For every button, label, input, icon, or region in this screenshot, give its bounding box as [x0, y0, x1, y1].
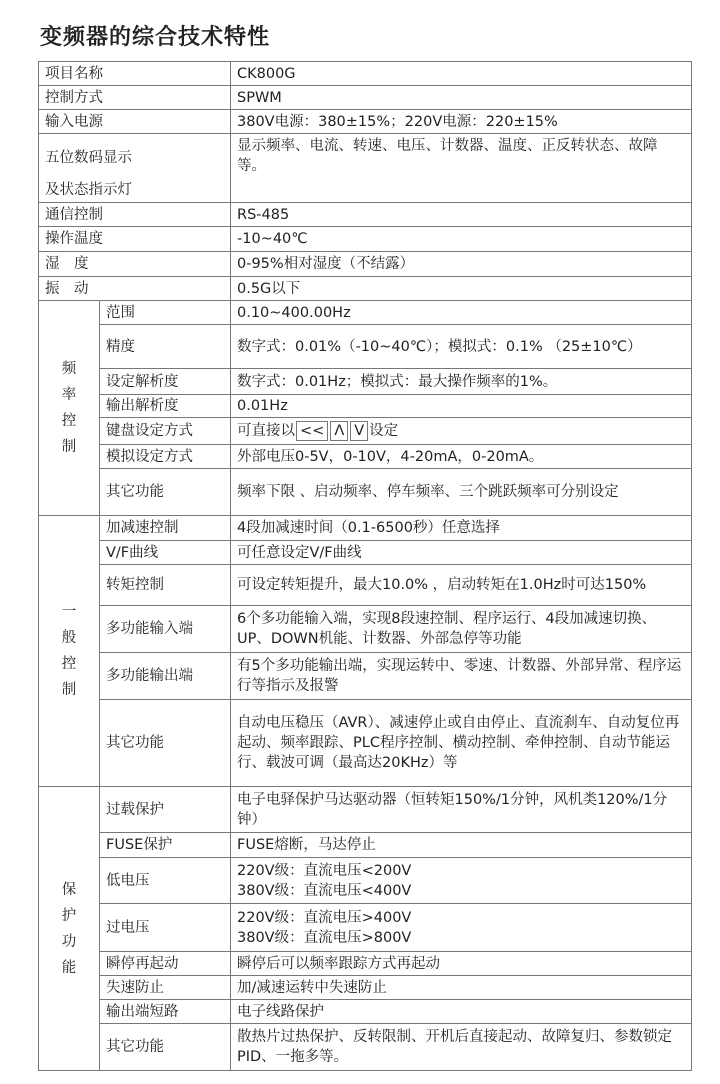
table-row	[39, 227, 692, 252]
item-value: 电子电驿保护马达驱动器（恒转矩150%/1分钟，风机类120%/1分钟）	[231, 787, 692, 833]
row-value: 显示频率、电流、转速、电压、计数器、温度、正反转状态、故障等。	[231, 134, 692, 203]
item-label: 失速防止	[100, 976, 231, 1000]
row-label: 输入电源	[39, 110, 231, 134]
table-row	[39, 445, 692, 469]
item-label: 输出端短路	[100, 1000, 231, 1024]
row-value: SPWM	[231, 86, 692, 110]
group-cell-protect	[39, 787, 100, 1071]
item-label: 瞬停再起动	[100, 952, 231, 976]
item-label: 设定解析度	[100, 369, 231, 395]
item-label: 其它功能	[100, 469, 231, 516]
item-value: 自动电压稳压（AVR）、减速停止或自由停止、直流刹车、自动复位再起动、频率跟踪、PLC程序控制、横动控制、牵伸控制、自动节能运行、载波可调（最高达20KHz）等	[231, 700, 692, 787]
table-row	[39, 395, 692, 418]
value-line: 220V级：直流电压>400V	[237, 909, 412, 926]
group-cell-general	[39, 516, 100, 787]
table-row	[39, 976, 692, 1000]
item-label: 精度	[100, 325, 231, 369]
item-value: 可设定转矩提升，最大10.0% ，启动转矩在1.0Hz时可达150%	[231, 565, 692, 606]
table-row	[39, 369, 692, 395]
item-value: 6个多功能输入端，实现8段速控制、程序运行、4段加减速切换、UP、DOWN机能、计数器、外部急停等功能	[231, 606, 692, 653]
item-label: 过电压	[100, 904, 231, 952]
table-row	[39, 1000, 692, 1024]
item-label: V/F曲线	[100, 541, 231, 565]
table-row	[39, 418, 692, 445]
table-row	[39, 62, 692, 86]
row-value: 0-95%相对湿度（不结露）	[231, 252, 692, 277]
table-row	[39, 325, 692, 369]
table-row	[39, 565, 692, 606]
item-label: 低电压	[100, 858, 231, 904]
keypad-key-icon: <<	[296, 421, 328, 441]
item-label: 过载保护	[100, 787, 231, 833]
value-line: 380V级：直流电压>800V	[237, 929, 412, 946]
keypad-key-icon: Λ	[330, 421, 348, 441]
item-value	[231, 858, 692, 904]
row-label-line1: 五位数码显示	[45, 150, 132, 166]
table-row	[39, 110, 692, 134]
item-value: 4段加减速时间（0.1-6500秒）任意选择	[231, 516, 692, 541]
page-title: 变频器的综合技术特性	[40, 25, 271, 50]
item-label: 键盘设定方式	[100, 418, 231, 445]
item-label: 转矩控制	[100, 565, 231, 606]
item-label: FUSE保护	[100, 833, 231, 858]
table-row	[39, 904, 692, 952]
row-label: 通信控制	[39, 203, 231, 227]
table-row	[39, 252, 692, 277]
item-value: 频率下限 、启动频率、停车频率、三个跳跃频率可分别设定	[231, 469, 692, 516]
item-value	[231, 418, 692, 445]
row-value: -10~40℃	[231, 227, 692, 252]
value-line: 220V级：直流电压<200V	[237, 862, 412, 879]
item-value: 0.01Hz	[231, 395, 692, 418]
table-row	[39, 833, 692, 858]
table-row	[39, 541, 692, 565]
table-row	[39, 134, 692, 203]
item-label: 加减速控制	[100, 516, 231, 541]
value-line: 380V级：直流电压<400V	[237, 882, 412, 899]
group-cell-freq	[39, 301, 100, 516]
item-value: 外部电压0-5V，0-10V，4-20mA，0-20mA。	[231, 445, 692, 469]
item-value: 有5个多功能输出端，实现运转中、零速、计数器、外部异常、程序运行等指示及报警	[231, 653, 692, 700]
item-label: 模拟设定方式	[100, 445, 231, 469]
row-label: 湿 度	[39, 252, 231, 277]
item-value: 瞬停后可以频率跟踪方式再起动	[231, 952, 692, 976]
table-row	[39, 700, 692, 787]
row-label	[39, 134, 231, 203]
item-value: 加/减速运转中失速防止	[231, 976, 692, 1000]
row-value: 380V电源：380±15%；220V电源：220±15%	[231, 110, 692, 134]
table-row	[39, 86, 692, 110]
keypad-suffix: 设定	[369, 423, 399, 439]
row-value: 0.5G以下	[231, 277, 692, 301]
item-label: 范围	[100, 301, 231, 325]
row-label: 操作温度	[39, 227, 231, 252]
row-label: 项目名称	[39, 62, 231, 86]
table-row	[39, 469, 692, 516]
item-value: FUSE熔断，马达停止	[231, 833, 692, 858]
item-label: 多功能输入端	[100, 606, 231, 653]
spec-table	[38, 61, 692, 1071]
item-value: 散热片过热保护、反转限制、开机后直接起动、故障复归、参数锁定PID、一拖多等。	[231, 1024, 692, 1071]
group-label-freq: 频率控制	[61, 361, 77, 455]
group-label-general: 一般控制	[61, 604, 77, 698]
item-value	[231, 904, 692, 952]
item-value: 可任意设定V/F曲线	[231, 541, 692, 565]
group-label-protect: 保护功能	[61, 881, 77, 976]
item-label: 其它功能	[100, 700, 231, 787]
item-label: 多功能输出端	[100, 653, 231, 700]
row-label-line2: 及状态指示灯	[45, 182, 132, 198]
item-value: 电子线路保护	[231, 1000, 692, 1024]
row-value: CK800G	[231, 62, 692, 86]
item-label: 输出解析度	[100, 395, 231, 418]
item-label: 其它功能	[100, 1024, 231, 1071]
table-row	[39, 1024, 692, 1071]
table-row	[39, 787, 692, 833]
table-row	[39, 203, 692, 227]
table-row	[39, 606, 692, 653]
item-value: 0.10~400.00Hz	[231, 301, 692, 325]
row-label: 控制方式	[39, 86, 231, 110]
row-value: RS-485	[231, 203, 692, 227]
table-row	[39, 277, 692, 301]
item-value: 数字式：0.01%（-10~40℃）；模拟式：0.1% （25±10℃）	[231, 325, 692, 369]
keypad-key-icon: V	[350, 421, 368, 441]
table-row	[39, 516, 692, 541]
table-row	[39, 653, 692, 700]
keypad-prefix: 可直接以	[237, 423, 295, 439]
row-label: 振 动	[39, 277, 231, 301]
table-row	[39, 858, 692, 904]
table-row	[39, 301, 692, 325]
item-value: 数字式：0.01Hz；模拟式：最大操作频率的1%。	[231, 369, 692, 395]
table-row	[39, 952, 692, 976]
